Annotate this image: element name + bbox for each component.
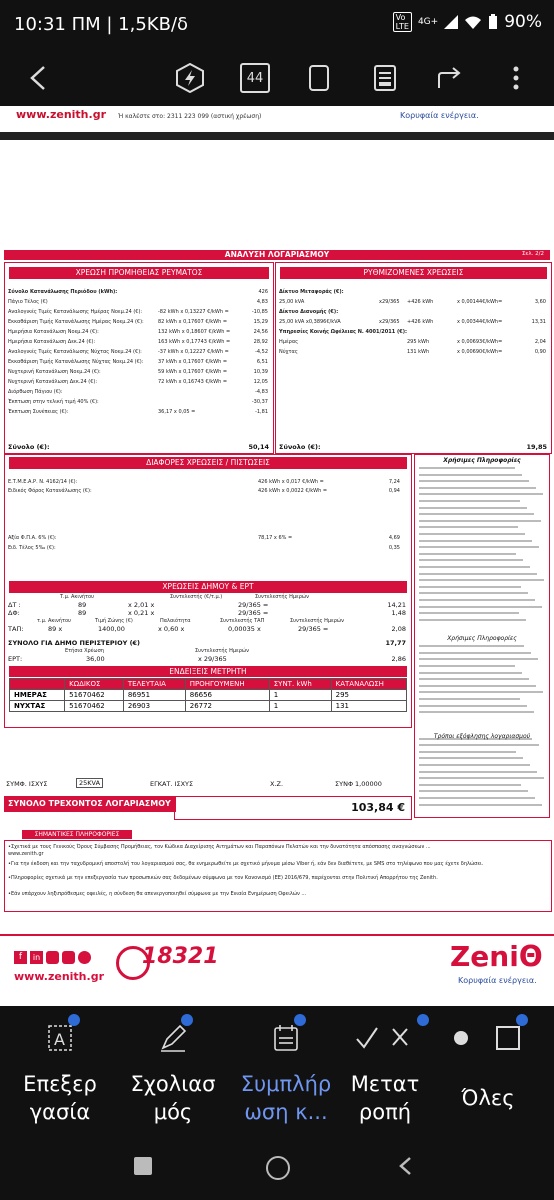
share-button[interactable] xyxy=(434,62,466,94)
twitter-icon xyxy=(78,951,91,964)
new-feature-badge xyxy=(294,1014,306,1026)
note-text-line xyxy=(419,526,518,528)
supply-row: Εκκαθάριση Τιμής Κατανάλωσης Νύχτας Νοεμ.24 (€): 37 kWh x 0,17607 €/kWh = 6,51 xyxy=(8,359,268,365)
note-text-line xyxy=(419,487,536,489)
page-label: Σελ. 2/2 xyxy=(521,251,544,257)
supply-row: Σύνολο Κατανάλωσης Περιόδου (kWh): 426 xyxy=(8,289,268,295)
misc-header: ΔΙΑΦΟΡΕΣ ΧΡΕΩΣΕΙΣ / ΠΙΣΤΩΣΕΙΣ xyxy=(9,457,407,469)
action-label: Συμπλήρ xyxy=(240,1072,332,1096)
supply-header: ΧΡΕΩΣΗ ΠΡΟΜΗΘΕΙΑΣ ΡΕΥΜΑΤΟΣ xyxy=(9,267,269,279)
volte-icon: Vo LTE xyxy=(393,12,412,32)
phone-text: Ή καλέστε στο: 2311 223 099 (αστική χρέωση) xyxy=(118,113,262,120)
xz-label: Χ.Ζ. xyxy=(270,780,284,788)
note-text-line xyxy=(419,658,538,660)
supply-total-value: 50,14 xyxy=(248,443,269,451)
regulated-row: 25,00 kVA x0,3896€/kVA x29/365 +426 kWh x 0,00344€/kWh= 13,31 xyxy=(279,319,546,325)
installed-power-label: ΕΓΚΑΤ. ΙΣΧΥΣ xyxy=(150,780,194,788)
status-bar xyxy=(0,0,554,50)
note-text-line xyxy=(419,467,515,469)
note-text-line xyxy=(419,612,519,614)
all-tools-icon xyxy=(438,1006,538,1070)
regulated-section xyxy=(275,262,552,454)
municipal-head-1: Τ.μ. Ακινήτου xyxy=(60,594,94,600)
supply-row: Αναλογικές Τιμές Κατανάλωσης Ημέρας Νοεμ.24 (€): -82 kWh x 0,13227 €/kWh = -10,85 xyxy=(8,309,268,315)
note-text-line xyxy=(419,751,516,753)
important-line-4: •Πληροφορίες σχετικά με την επεξεργασία των προσωπικών σας δεδομένων σύμφωνα με τον Κανονισμό (ΕΕ) 2016/679, παρέχονται στην Πολιτική Απορρήτου της Zenith. xyxy=(8,875,438,881)
municipal-head-2: Συντελεστής (€/τ.μ.) xyxy=(170,594,223,600)
note-text-line xyxy=(419,507,527,509)
facebook-icon: f xyxy=(14,951,27,964)
action-bar xyxy=(0,1006,554,1146)
tagline: Κορυφαία ενέργεια. xyxy=(400,111,479,120)
ert-row: ΕΡΤ: 36,00 x 29/365 2,86 xyxy=(8,655,406,663)
notes-title-1: Χρήσιμες Πληροφορίες xyxy=(415,457,549,464)
important-box xyxy=(4,840,552,912)
note-text-line xyxy=(419,790,528,792)
svg-text:A: A xyxy=(54,1030,65,1049)
note-text-line xyxy=(419,559,523,561)
status-time: 10:31 ΠΜ | 1,5KB/δ xyxy=(14,14,189,35)
municipal-header: ΧΡΕΩΣΕΙΣ ΔΗΜΟΥ & ΕΡΤ xyxy=(9,581,407,593)
new-feature-badge xyxy=(417,1014,429,1026)
note-text-line xyxy=(419,586,521,588)
tap-row: ΤΑΠ: 89 x 1400,00 x 0,60 x 0,00035 x 29/365 = 2,08 xyxy=(8,625,406,633)
note-text-line xyxy=(419,500,520,502)
note-text-line xyxy=(419,493,543,495)
document-page[interactable] xyxy=(0,106,554,1006)
contract-power-label: ΣΥΜΦ. ΙΣΧΥΣ xyxy=(6,780,48,788)
action-3[interactable] xyxy=(335,1006,435,1126)
tap-head-2: Τιμή Ζώνης (€) xyxy=(95,618,133,624)
supply-row: Νυχτερινή Κατανάλωση Νοεμ.24 (€): 59 kWh x 0,17607 €/kWh = 10,39 xyxy=(8,369,268,375)
more-vertical-icon xyxy=(513,65,519,91)
action-4[interactable] xyxy=(438,1006,538,1112)
note-text-line xyxy=(419,619,526,621)
misc-row: Ειδ. Τέλος 5‰ (€): 0,35 xyxy=(8,545,400,551)
battery-icon xyxy=(488,14,498,30)
supply-row: Έκπτωση στην τελική τιμή 40% (€): -30,37 xyxy=(8,399,268,405)
important-line-5: •Εάν υπάρχουν ληξιπρόθεσμες οφειλές, η σύνδεση θα απενεργοποιηθεί σύμφωνα με την Ενιαία Ενημέρωση Οφειλών ... xyxy=(8,891,307,897)
meter-head-row: ΚΩΔΙΚΟΣ ΤΕΛΕΥΤΑΙΑ ΠΡΟΗΓΟΥΜΕΝΗ ΣΥΝΤ. kWh ΚΑΤΑΝΑΛΩΣΗ xyxy=(10,679,407,690)
supply-row: Διόρθωση Πάγιου (€): -4,83 xyxy=(8,389,268,395)
municipal-row: ΔΤ : 89 x 2,01 x 29/365 = 14,21 xyxy=(8,601,406,609)
action-2[interactable] xyxy=(236,1006,336,1126)
supply-row: Έκπτωση Συνέπειας (€): 36,17 x 0,05 = -1,81 xyxy=(8,409,268,415)
brand-footer xyxy=(0,932,554,1006)
site-url: www.zenith.gr xyxy=(16,108,106,121)
back-button[interactable] xyxy=(22,62,54,94)
more-options-button[interactable] xyxy=(500,62,532,94)
factor-value: 1,00000 xyxy=(355,780,382,788)
supply-row: Ημερήσια Κατανάλωση Νοεμ.24 (€): 132 kWh x 0,18607 €/kWh = 24,56 xyxy=(8,329,268,335)
back-nav-button[interactable] xyxy=(398,1156,412,1176)
navigation-bar xyxy=(0,1146,554,1200)
municipal-row: ΔΦ: 89 x 0,21 x 29/365 = 1,48 xyxy=(8,609,406,617)
footer-tagline: Κορυφαία ενέργεια. xyxy=(458,976,537,985)
note-text-line xyxy=(419,606,542,608)
notes-title-2: Χρήσιμες Πληροφορίες xyxy=(447,635,517,642)
action-label-2: γασία xyxy=(29,1100,91,1124)
new-feature-badge xyxy=(516,1014,528,1026)
previous-page-footer xyxy=(0,106,554,130)
action-label-2: μός xyxy=(153,1100,193,1124)
note-text-line xyxy=(419,757,523,759)
note-text-line xyxy=(419,691,543,693)
social-icons xyxy=(14,951,91,964)
note-text-line xyxy=(419,665,515,667)
note-text-line xyxy=(419,705,527,707)
note-text-line xyxy=(419,540,532,542)
document-view-icon xyxy=(373,64,397,92)
note-text-line xyxy=(419,592,528,594)
note-text-line xyxy=(419,797,535,799)
footer-site: www.zenith.gr xyxy=(14,970,104,983)
note-text-line xyxy=(419,804,542,806)
tap-head-4: Συντελεστής ΤΑΠ xyxy=(220,618,265,624)
regulated-header: ΡΥΘΜΙΖΟΜΕΝΕΣ ΧΡΕΩΣΕΙΣ xyxy=(280,267,547,279)
note-text-line xyxy=(419,599,535,601)
notes-column xyxy=(414,454,550,818)
share-icon xyxy=(436,65,464,91)
note-text-line xyxy=(419,513,534,515)
new-feature-badge xyxy=(181,1014,193,1026)
supply-row: Εκκαθάριση Τιμής Κατανάλωσης Ημέρας Νοεμ.24 (€): 82 kWh x 0,17607 €/kWh = 15,29 xyxy=(8,319,268,325)
tap-head-3: Παλαιότητα xyxy=(160,618,191,624)
note-text-line xyxy=(419,764,530,766)
municipal-total: ΣΥΝΟΛΟ ΓΙΑ ΔΗΜΟ ΠΕΡΙΣΤΕΡΙΟΥ (€) 17,77 xyxy=(8,639,406,647)
tap-head-1: τ.μ. Ακινήτου xyxy=(37,618,71,624)
supply-row: Πάγιο Τέλος (€) 4,83 xyxy=(8,299,268,305)
note-text-line xyxy=(419,744,539,746)
regulated-row: Υπηρεσίες Κοινής Ωφέλειας Ν. 4001/2011 (€): xyxy=(279,329,408,335)
grand-total-value: 103,84 € xyxy=(351,801,405,814)
supply-row: Ημερήσια Κατανάλωση Δεκ.24 (€): 163 kWh x 0,17743 €/kWh = 28,92 xyxy=(8,339,268,345)
misc-row: Αξία Φ.Π.Α. 6% (€): 78,17 x 6% = 4,69 xyxy=(8,535,400,541)
misc-section xyxy=(4,454,412,728)
note-text-line xyxy=(419,784,521,786)
action-label: Σχολιασ xyxy=(130,1072,216,1096)
misc-rows xyxy=(8,479,408,569)
ert-head-2: Συντελεστής Ημερών xyxy=(195,648,249,654)
regulated-total-value: 19,85 xyxy=(526,443,547,451)
pen-icon xyxy=(123,1006,223,1070)
municipal-rows xyxy=(8,601,408,617)
action-label-2: ροπή xyxy=(358,1100,412,1124)
viewer-toolbar xyxy=(0,50,554,106)
youtube-icon xyxy=(62,951,75,964)
regulated-row: Ημέρας 295 kWh x 0,00693€/kWh= 2,04 xyxy=(279,339,546,345)
regulated-row: 25,00 kVA x29/365 +426 kWh x 0,00144€/kWh= 3,60 xyxy=(279,299,546,305)
reading-mode-button[interactable] xyxy=(369,62,401,94)
note-text-line xyxy=(419,579,544,581)
new-feature-badge xyxy=(68,1014,80,1026)
note-text-line xyxy=(419,678,529,680)
text-box-icon xyxy=(10,1006,110,1070)
municipal-head-3: Συντελεστής Ημερών xyxy=(255,594,309,600)
note-text-line xyxy=(419,711,534,713)
tap-head-5: Συντελεστής Ημερών xyxy=(290,618,344,624)
note-text-line xyxy=(419,685,536,687)
action-0[interactable] xyxy=(10,1006,110,1126)
meter-header: ΕΝΔΕΙΞΕΙΣ ΜΕΤΡΗΤΗ xyxy=(9,666,407,677)
footer-phone: 18321 xyxy=(142,944,219,969)
note-text-line xyxy=(419,533,525,535)
note-text-line xyxy=(419,698,520,700)
regulated-row: Δίκτυο Μεταφοράς (€): xyxy=(279,289,344,295)
supply-section xyxy=(4,262,274,454)
brand-logo: ZeniΘ xyxy=(450,940,543,973)
action-label-2: ωση κ... xyxy=(244,1100,328,1124)
note-text-line xyxy=(419,573,537,575)
contract-power-value: 25KVA xyxy=(76,778,103,788)
network-type: 4G+ xyxy=(417,17,439,27)
note-text-line xyxy=(419,546,539,548)
note-text-line xyxy=(419,652,531,654)
table-row: ΝΥΧΤΑΣ 51670462 26903 26772 1 131 xyxy=(10,701,407,712)
fullscreen-icon xyxy=(307,64,331,92)
supply-row: Νυχτερινή Κατανάλωση Δεκ.24 (€): 72 kWh x 0,16743 €/kWh = 12,05 xyxy=(8,379,268,385)
note-text-line xyxy=(419,777,544,779)
note-text-line xyxy=(419,566,530,568)
misc-row: Ειδικός Φόρος Κατανάλωσης (€): 426 kWh x 0,0022 €/kWh = 0,94 xyxy=(8,488,400,494)
ai-assistant-button[interactable] xyxy=(174,62,206,94)
misc-row: Ε.Τ.Μ.Ε.Α.Ρ. Ν. 4162/14 (€): 426 kWh x 0,017 €/kWh = 7,24 xyxy=(8,479,400,485)
important-header: ΣΗΜΑΝΤΙΚΕΣ ΠΛΗΡΟΦΟΡΙΕΣ xyxy=(22,830,132,839)
page-gap xyxy=(0,132,554,140)
instagram-icon xyxy=(46,951,59,964)
important-line-3: •Για την έκδοση και την ταχυδρομική αποστολή του λογαριασμού σας, θα ενημερωθείτε με σχετικό μήνυμα μέσω Viber ή, εάν δεν διαθέτετε, με SMS στο τηλέφωνο που μας έχετε δηλώσει. xyxy=(8,861,484,867)
important-line-1: •Σχετικά με τους Γενικούς Όρους Σύμβασης Προμήθειας, τον Κώδικα Διαχείρισης Αιτημάτων και Παραπόνων Πελατών και την δυνατότητα απόσπασης αναγνώσεων ... xyxy=(8,844,431,850)
hexagon-bolt-icon xyxy=(175,63,205,93)
home-button[interactable] xyxy=(266,1156,290,1180)
note-text-line xyxy=(419,474,522,476)
analysis-title: ΑΝΑΛΥΣΗ ΛΟΓΑΡΙΑΣΜΟΥ xyxy=(224,250,330,259)
regulated-rows xyxy=(279,289,548,369)
convert-icon xyxy=(335,1006,435,1070)
action-label: Όλες xyxy=(461,1086,515,1110)
fullscreen-button[interactable] xyxy=(303,62,335,94)
note-text-line xyxy=(419,553,516,555)
action-1[interactable] xyxy=(123,1006,223,1126)
supply-total-label: Σύνολο (€): xyxy=(8,443,50,451)
note-text-line xyxy=(419,672,522,674)
regulated-row: Δίκτυο Διανομής (€): xyxy=(279,309,339,315)
notes-title-3: Τρόποι εξόφλησης λογαριασμού xyxy=(433,733,531,740)
table-row: ΗΜΕΡΑΣ 51670462 86951 86656 1 295 xyxy=(10,690,407,701)
action-label: Μετατ xyxy=(350,1072,420,1096)
linkedin-icon: in xyxy=(30,951,43,964)
page-count-button[interactable] xyxy=(239,62,271,94)
recents-button[interactable] xyxy=(134,1157,152,1175)
signal-icon xyxy=(444,15,458,29)
supply-rows xyxy=(8,289,270,429)
note-text-line xyxy=(419,771,537,773)
analysis-title-bar xyxy=(4,250,550,260)
action-label: Επεξερ xyxy=(23,1072,97,1096)
note-text-line xyxy=(419,645,524,647)
wifi-icon xyxy=(464,15,482,29)
ert-head-1: Ετήσια Χρέωση xyxy=(65,648,104,654)
battery-level: 90% xyxy=(504,12,542,32)
page-count: 44 xyxy=(240,63,270,93)
chevron-left-icon xyxy=(28,65,48,91)
important-line-2: www.zenith.gr xyxy=(8,851,44,857)
supply-row: Αναλογικές Τιμές Κατανάλωσης Νύχτας Νοεμ.24 (€): -37 kWh x 0,12227 €/kWh = -4,52 xyxy=(8,349,268,355)
calendar-form-icon xyxy=(236,1006,336,1070)
note-text-line xyxy=(419,480,529,482)
regulated-total-label: Σύνολο (€): xyxy=(279,443,321,451)
meter-table xyxy=(9,678,407,712)
grand-total-label: ΣΥΝΟΛΟ ΤΡΕΧΟΝΤΟΣ ΛΟΓΑΡΙΑΣΜΟΥ xyxy=(4,796,176,812)
factor-label: ΣΥΝΦ xyxy=(335,780,354,788)
regulated-row: Νύχτας 131 kWh x 0,00690€/kWh= 0,90 xyxy=(279,349,546,355)
note-text-line xyxy=(419,520,541,522)
